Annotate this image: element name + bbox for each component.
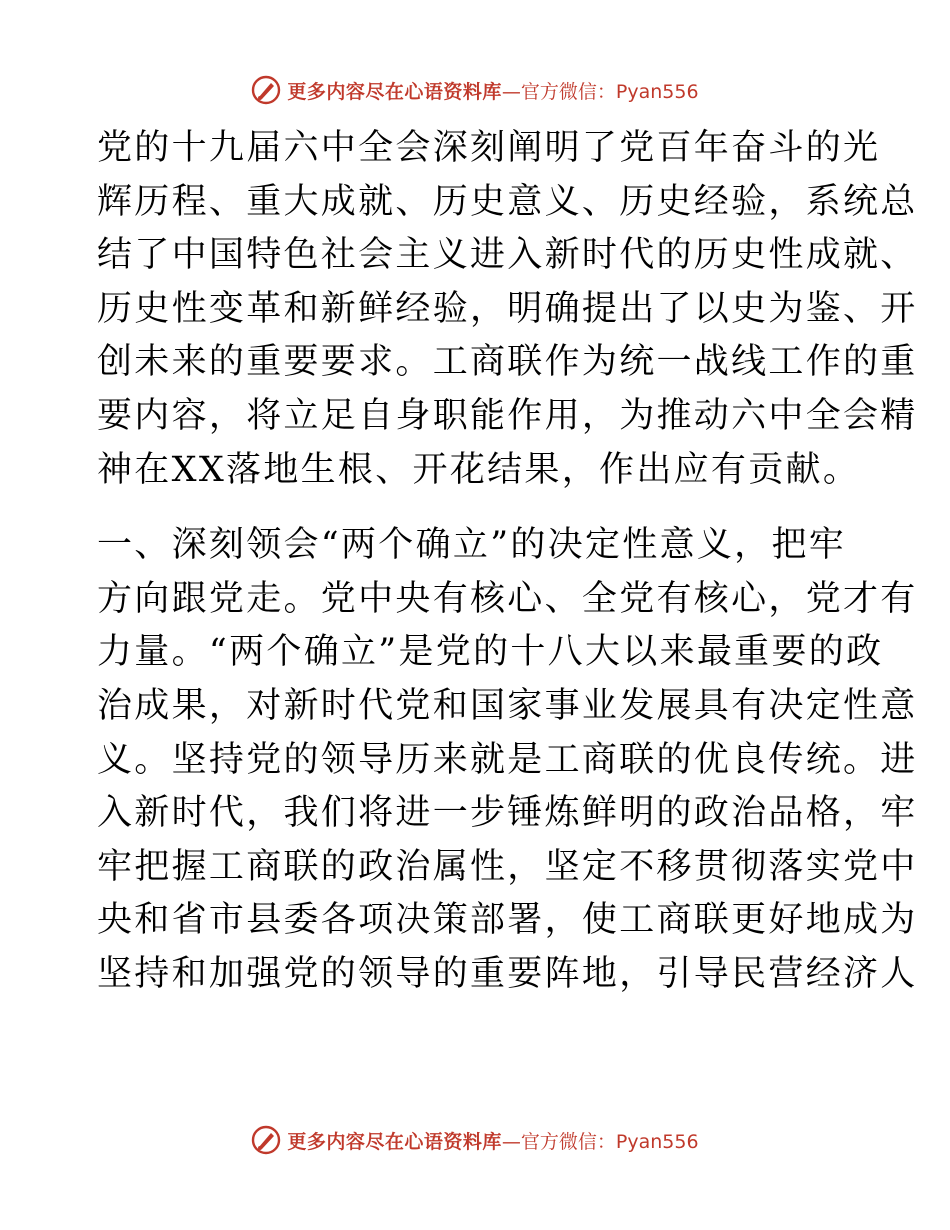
paragraph-spacer — [97, 497, 857, 519]
text-line: 历史性变革和新鲜经验，明确提出了以史为鉴、开 — [97, 288, 918, 329]
text-line: 辉历程、重大成就、历史意义、历史经验，系统总 — [97, 181, 918, 222]
footer-banner — [0, 1122, 950, 1158]
banner-contact-text: —官方微信：Pyan556 — [501, 80, 699, 103]
text-line: 方向跟党走。党中央有核心、全党有核心，党才有 — [97, 578, 918, 619]
text-line: 结了中国特色社会主义进入新时代的历史性成就、 — [97, 235, 918, 276]
banner-brand-text: 更多内容尽在心语资料库 — [287, 80, 502, 103]
text-line: 坚持和加强党的领导的重要阵地，引导民营经济人 — [97, 953, 918, 994]
banner-contact-text: —官方微信：Pyan556 — [501, 1130, 699, 1153]
header-banner — [0, 72, 950, 108]
text-line: 一、深刻领会“两个确立”的决定性意义，把牢 — [97, 525, 847, 566]
text-line: 央和省市县委各项决策部署，使工商联更好地成为 — [97, 900, 918, 941]
text-line: 创未来的重要要求。工商联作为统一战线工作的重 — [97, 342, 918, 383]
text-line: 神在XX落地生根、开花结果，作出应有贡献。 — [97, 449, 861, 490]
pen-nib-logo-icon — [251, 75, 281, 105]
text-line: 牢把握工商联的政治属性，坚定不移贯彻落实党中 — [97, 846, 918, 887]
text-line: 力量。“两个确立”是党的十八大以来最重要的政 — [97, 632, 884, 673]
text-line: 治成果，对新时代党和国家事业发展具有决定性意 — [97, 685, 918, 726]
pen-nib-logo-icon — [251, 1125, 281, 1155]
banner-brand-text: 更多内容尽在心语资料库 — [287, 1130, 502, 1153]
text-line: 党的十九届六中全会深刻阐明了党百年奋斗的光 — [97, 128, 881, 168]
text-line: 义。坚持党的领导历来就是工商联的优良传统。进 — [97, 739, 918, 780]
document-body — [97, 122, 918, 1002]
paragraph-2 — [97, 519, 918, 1001]
paragraph-1 — [97, 122, 918, 497]
text-line: 要内容，将立足自身职能作用，为推动六中全会精 — [97, 395, 918, 436]
text-line: 入新时代，我们将进一步锤炼鲜明的政治品格，牢 — [97, 793, 918, 834]
